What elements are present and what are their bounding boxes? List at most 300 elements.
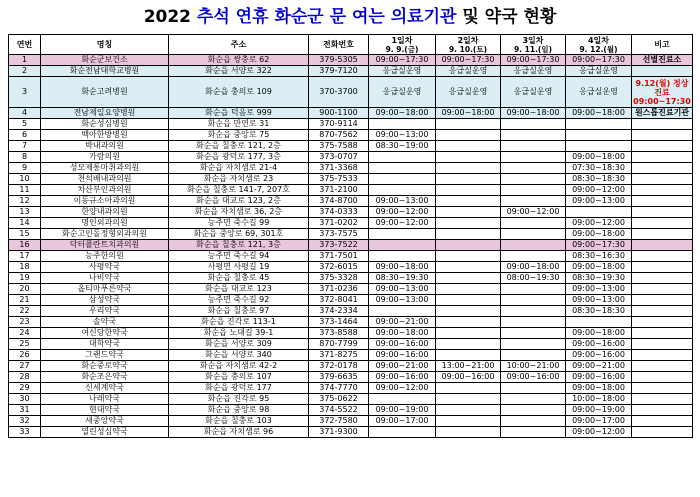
cell-d4: 09:00~13:00 [566,284,632,295]
cell-name: 나비약국 [41,273,169,284]
table-row [9,383,693,394]
cell-no: 11 [9,185,41,196]
cell-name: 가람의원 [41,152,169,163]
cell-no: 7 [9,141,41,152]
cell-tel: 870-7799 [309,339,369,350]
table-row [9,262,693,273]
cell-d1 [369,251,436,262]
cell-name: 화순고려병원 [41,77,169,108]
cell-tel: 374-2334 [309,306,369,317]
cell-d2 [436,152,501,163]
cell-d3 [501,427,566,438]
cell-d2 [436,273,501,284]
cell-d1: 09:00~12:00 [369,383,436,394]
cell-d3 [501,306,566,317]
header-no: 연번 [9,35,41,55]
cell-d1 [369,152,436,163]
cell-d3 [501,130,566,141]
cell-name: 화순조은약국 [41,372,169,383]
cell-d1: 09:00~13:00 [369,295,436,306]
cell-addr: 화순읍 광덕로 177 [169,383,309,394]
cell-d1: 09:00~18:00 [369,262,436,273]
cell-d4: 08:30~16:30 [566,251,632,262]
cell-d4: 08:30~19:30 [566,273,632,284]
cell-d4: 09:00~12:00 [566,427,632,438]
cell-d2 [436,416,501,427]
table-row [9,163,693,174]
cell-name: 명인외과의원 [41,218,169,229]
header-addr: 주소 [169,35,309,55]
cell-d1: 08:30~19:30 [369,273,436,284]
cell-no: 13 [9,207,41,218]
cell-addr: 화순읍 칠충로 103 [169,416,309,427]
header-day3 [501,35,566,55]
cell-name: 새중앙약국 [41,416,169,427]
cell-addr: 화순읍 칠충로 141-7, 207호 [169,185,309,196]
cell-d3: 09:00~17:30 [501,55,566,66]
cell-tel: 371-3368 [309,163,369,174]
cell-name: 열린성심약국 [41,427,169,438]
table-row [9,119,693,130]
table-row [9,394,693,405]
cell-d3 [501,240,566,251]
cell-name: 천석배내과의원 [41,174,169,185]
cell-d2 [436,174,501,185]
cell-d2: 09:00~18:00 [436,108,501,119]
cell-d4: 09:00~12:00 [566,185,632,196]
cell-d3: 응급실운영 [501,77,566,108]
header-note: 비고 [632,35,693,55]
table-body [9,55,693,438]
table-row [9,427,693,438]
cell-no: 15 [9,229,41,240]
cell-note [632,130,693,141]
cell-d2 [436,130,501,141]
cell-note [632,119,693,130]
cell-d1: 08:30~19:00 [369,141,436,152]
cell-no: 33 [9,427,41,438]
cell-note [632,383,693,394]
cell-d1: 09:00~13:00 [369,196,436,207]
cell-name: 화순군보건소 [41,55,169,66]
cell-tel: 373-1464 [309,317,369,328]
cell-addr: 화순읍 서양로 322 [169,66,309,77]
cell-name: 삼성약국 [41,295,169,306]
table-row [9,284,693,295]
cell-name: 옵티마푸른약국 [41,284,169,295]
cell-name: 화순고인돌정형외과의원 [41,229,169,240]
table-row [9,77,693,108]
cell-name: 닥터플란트치과의원 [41,240,169,251]
facility-table [8,34,693,438]
cell-note [632,207,693,218]
cell-d3 [501,152,566,163]
table-row [9,229,693,240]
cell-addr: 능주면 죽수길 99 [169,218,309,229]
cell-note [632,295,693,306]
cell-note [632,328,693,339]
cell-addr: 화순읍 쌍충로 62 [169,55,309,66]
cell-note [632,339,693,350]
cell-no: 18 [9,262,41,273]
cell-d3 [501,163,566,174]
cell-d4: 09:00~19:00 [566,405,632,416]
table-row [9,196,693,207]
cell-d2 [436,218,501,229]
cell-d3 [501,295,566,306]
header-day3-date: 9. 11.(일) [513,44,553,54]
cell-d4: 09:00~18:00 [566,108,632,119]
cell-no: 29 [9,383,41,394]
cell-tel: 373-7522 [309,240,369,251]
cell-d3 [501,251,566,262]
cell-tel: 375-3328 [309,273,369,284]
cell-d1: 09:00~18:00 [369,108,436,119]
cell-note [632,427,693,438]
cell-d3: 10:00~21:00 [501,361,566,372]
cell-addr: 화순읍 칠충로 121, 2층 [169,141,309,152]
cell-tel: 371-0236 [309,284,369,295]
cell-name: 우리약국 [41,306,169,317]
table-row [9,174,693,185]
cell-name: 나래약국 [41,394,169,405]
header-day2-date: 9. 10.(토) [448,44,488,54]
cell-addr: 화순읍 진각로 95 [169,394,309,405]
cell-d4: 09:00~17:30 [566,55,632,66]
cell-tel: 374-7770 [309,383,369,394]
cell-d4: 09:00~18:00 [566,229,632,240]
cell-no: 32 [9,416,41,427]
cell-d1 [369,174,436,185]
cell-addr: 화순읍 충의로 107 [169,372,309,383]
cell-no: 19 [9,273,41,284]
cell-d2 [436,383,501,394]
cell-d3 [501,119,566,130]
cell-d2 [436,394,501,405]
cell-d4: 응급실운영 [566,77,632,108]
table-row [9,251,693,262]
cell-no: 26 [9,350,41,361]
cell-d2 [436,229,501,240]
cell-addr: 화순읍 충의로 109 [169,77,309,108]
cell-note [632,66,693,77]
table-row [9,405,693,416]
cell-name: 능주한의원 [41,251,169,262]
cell-note: 선별진료소 [632,55,693,66]
cell-tel: 374-5522 [309,405,369,416]
cell-d4: 09:00~12:00 [566,218,632,229]
cell-d3 [501,416,566,427]
cell-name: 대학약국 [41,339,169,350]
cell-addr: 화순읍 서양로 340 [169,350,309,361]
cell-d3 [501,383,566,394]
cell-d2 [436,185,501,196]
header-tel: 전화번호 [309,35,369,55]
cell-addr: 화순읍 자치샘로 36, 2층 [169,207,309,218]
title-highlight: 추석 연휴 화순군 문 여는 의료기관 [196,7,457,27]
cell-no: 17 [9,251,41,262]
cell-no: 4 [9,108,41,119]
cell-note [632,141,693,152]
cell-d3 [501,284,566,295]
header-day4 [566,35,632,55]
cell-note [632,229,693,240]
cell-note [632,405,693,416]
table-row [9,108,693,119]
cell-note [632,196,693,207]
cell-d4 [566,141,632,152]
cell-d2 [436,163,501,174]
cell-d4 [566,317,632,328]
cell-d1: 09:00~16:00 [369,350,436,361]
cell-d1: 09:00~13:00 [369,130,436,141]
cell-addr: 화순읍 대교로 123 [169,284,309,295]
cell-d3 [501,141,566,152]
cell-d2 [436,350,501,361]
cell-d3 [501,174,566,185]
cell-d1 [369,163,436,174]
cell-tel: 373-7575 [309,229,369,240]
cell-d3 [501,185,566,196]
cell-d1: 09:00~12:00 [369,218,436,229]
cell-d4: 09:00~13:00 [566,196,632,207]
table-row [9,66,693,77]
table-row [9,361,693,372]
cell-d3: 09:00~18:00 [501,262,566,273]
cell-tel: 900-1100 [309,108,369,119]
cell-addr: 사평면 사평길 19 [169,262,309,273]
cell-d1: 09:00~21:00 [369,317,436,328]
cell-name: 백아한방병원 [41,130,169,141]
cell-no: 9 [9,163,41,174]
cell-d2 [436,306,501,317]
cell-addr: 화순읍 만연로 31 [169,119,309,130]
cell-no: 30 [9,394,41,405]
cell-addr: 화순읍 노대길 39-1 [169,328,309,339]
cell-d2 [436,240,501,251]
table-row [9,317,693,328]
cell-addr: 능주면 죽수길 94 [169,251,309,262]
table-row [9,152,693,163]
cell-addr: 화순읍 자치샘로 42-2 [169,361,309,372]
cell-d3 [501,218,566,229]
table-row [9,218,693,229]
cell-d1 [369,306,436,317]
header-day2-label: 2일차 [457,35,479,45]
cell-d4 [566,119,632,130]
cell-no: 14 [9,218,41,229]
cell-d3: 09:00~16:00 [501,372,566,383]
header-day1-date: 9. 9.(금) [385,44,419,54]
cell-addr: 화순읍 칠충로 121, 3층 [169,240,309,251]
cell-d2 [436,262,501,273]
cell-name: 화순성심병원 [41,119,169,130]
cell-addr: 화순읍 자치샘로 96 [169,427,309,438]
cell-tel: 374-0333 [309,207,369,218]
cell-tel: 379-6635 [309,372,369,383]
cell-d2 [436,405,501,416]
cell-addr: 능주면 죽수길 92 [169,295,309,306]
cell-note: 원스톱진료기관 [632,108,693,119]
cell-d3: 09:00~18:00 [501,108,566,119]
cell-d4: 09:00~18:00 [566,262,632,273]
cell-addr: 화순읍 자치샘로 21-4 [169,163,309,174]
cell-no: 5 [9,119,41,130]
cell-d2 [436,317,501,328]
cell-d1: 09:00~17:00 [369,416,436,427]
cell-tel: 379-7120 [309,66,369,77]
cell-name: 여신당한약국 [41,328,169,339]
table-row [9,295,693,306]
cell-tel: 371-2100 [309,185,369,196]
title-suffix: 및 약국 현황 [456,7,557,27]
cell-note [632,372,693,383]
cell-d3 [501,196,566,207]
cell-d1: 09:00~21:00 [369,361,436,372]
cell-d4: 09:00~13:00 [566,295,632,306]
cell-no: 21 [9,295,41,306]
cell-d2 [436,141,501,152]
cell-note [632,416,693,427]
cell-no: 8 [9,152,41,163]
cell-name: 솔약국 [41,317,169,328]
cell-d4: 08:30~18:30 [566,174,632,185]
cell-addr: 화순읍 대교로 123, 2층 [169,196,309,207]
cell-note [632,163,693,174]
cell-note [632,185,693,196]
cell-name: 한양내과의원 [41,207,169,218]
cell-addr: 화순읍 서양로 309 [169,339,309,350]
cell-name: 신세계약국 [41,383,169,394]
cell-note [632,262,693,273]
cell-d1 [369,119,436,130]
cell-no: 20 [9,284,41,295]
cell-d2: 응급실운영 [436,77,501,108]
cell-tel: 373-0707 [309,152,369,163]
cell-tel: 370-9114 [309,119,369,130]
cell-name: 사평약국 [41,262,169,273]
cell-d2 [436,295,501,306]
cell-d4: 09:00~17:30 [566,240,632,251]
header-day1 [369,35,436,55]
table-row [9,240,693,251]
cell-addr: 화순읍 진각로 113-1 [169,317,309,328]
cell-d4 [566,130,632,141]
cell-tel: 371-9300 [309,427,369,438]
cell-no: 6 [9,130,41,141]
cell-tel: 375-0622 [309,394,369,405]
cell-d3: 응급실운영 [501,66,566,77]
cell-d1: 09:00~17:30 [369,55,436,66]
cell-tel: 373-8588 [309,328,369,339]
cell-note [632,317,693,328]
cell-note [632,284,693,295]
cell-d1 [369,185,436,196]
cell-d3: 09:00~12:00 [501,207,566,218]
cell-note: 9.12(월) 정상진료 09:00~17:30 [633,78,691,106]
table-row [9,339,693,350]
cell-d1: 09:00~16:00 [369,372,436,383]
table-row [9,141,693,152]
table-row [9,350,693,361]
cell-no: 12 [9,196,41,207]
cell-d2: 응급실운영 [436,66,501,77]
cell-tel: 375-7533 [309,174,369,185]
cell-d2 [436,251,501,262]
cell-d3 [501,350,566,361]
cell-d3 [501,229,566,240]
cell-d2 [436,119,501,130]
cell-d2: 13:00~21:00 [436,361,501,372]
cell-no: 31 [9,405,41,416]
cell-name: 박내과의원 [41,141,169,152]
cell-d3 [501,339,566,350]
cell-no: 2 [9,66,41,77]
cell-d4: 07:30~18:30 [566,163,632,174]
cell-d4: 09:00~16:00 [566,350,632,361]
cell-d1 [369,229,436,240]
header-row [9,35,693,55]
cell-tel: 374-8700 [309,196,369,207]
cell-name: 현대약국 [41,405,169,416]
cell-no: 25 [9,339,41,350]
cell-no: 27 [9,361,41,372]
cell-addr: 화순읍 중앙로 69, 301호 [169,229,309,240]
header-day4-date: 9. 12.(월) [579,44,618,54]
cell-d2 [436,284,501,295]
cell-no: 24 [9,328,41,339]
cell-addr: 화순읍 칠충로 45 [169,273,309,284]
cell-note [632,394,693,405]
table-row [9,55,693,66]
cell-d1: 09:00~19:00 [369,405,436,416]
cell-d1 [369,394,436,405]
cell-d1: 09:00~18:00 [369,328,436,339]
cell-note [632,240,693,251]
cell-d3: 08:00~19:30 [501,273,566,284]
cell-d4: 10:00~18:00 [566,394,632,405]
cell-tel: 375-7588 [309,141,369,152]
cell-d4: 08:30~18:30 [566,306,632,317]
cell-d1: 09:00~13:00 [369,284,436,295]
cell-d4 [566,207,632,218]
cell-name: 화순중로약국 [41,361,169,372]
table-row [9,130,693,141]
cell-d3 [501,394,566,405]
header-name: 명칭 [41,35,169,55]
cell-d1: 응급실운영 [369,66,436,77]
cell-name: 이동규소아과의원 [41,196,169,207]
cell-tel: 371-8275 [309,350,369,361]
cell-addr: 화순읍 광덕로 177, 3층 [169,152,309,163]
header-day1-label: 1일차 [391,35,413,45]
cell-d4: 09:00~16:00 [566,372,632,383]
cell-d2 [436,427,501,438]
cell-d2: 09:00~16:00 [436,372,501,383]
page-title [0,0,700,34]
cell-d2 [436,207,501,218]
cell-d3 [501,328,566,339]
cell-tel: 371-0202 [309,218,369,229]
cell-note [632,174,693,185]
cell-d2 [436,328,501,339]
cell-d4: 09:00~21:00 [566,361,632,372]
cell-note [632,306,693,317]
cell-name: 차산부인과의원 [41,185,169,196]
cell-d1: 응급실운영 [369,77,436,108]
cell-d4: 09:00~18:00 [566,152,632,163]
table-row [9,372,693,383]
